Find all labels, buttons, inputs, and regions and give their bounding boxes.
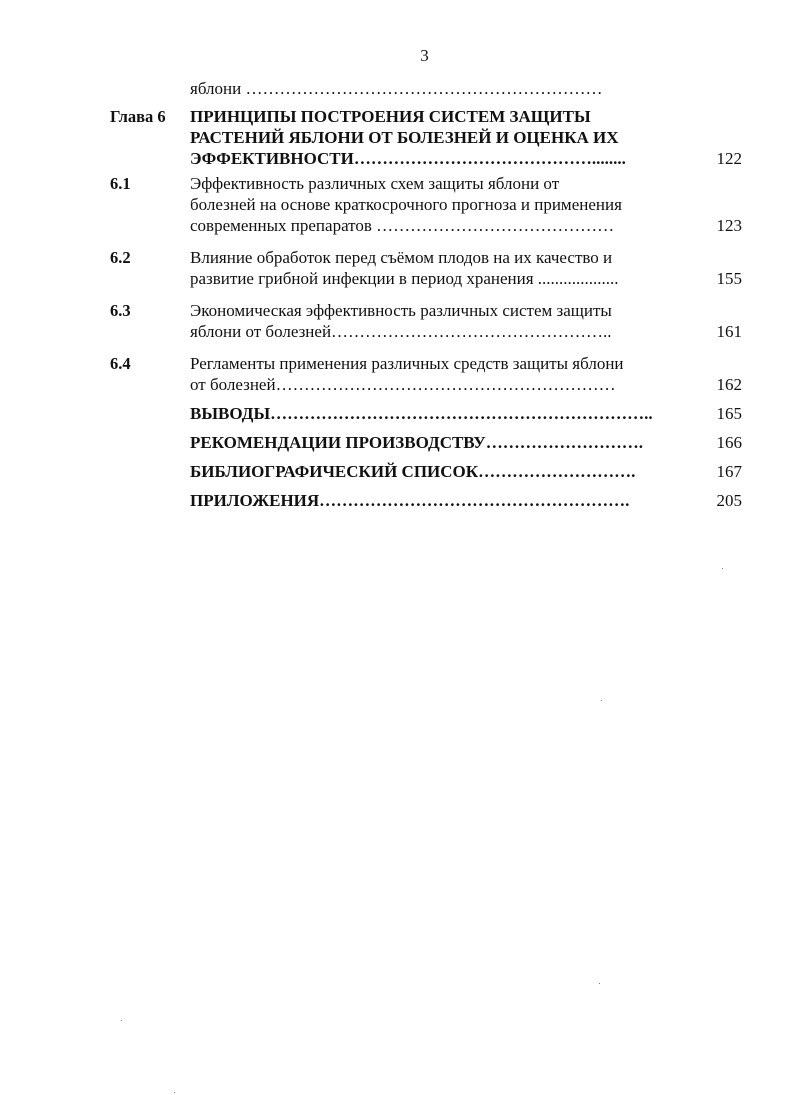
toc-entry-title	[190, 300, 672, 342]
toc-entry-6-2	[110, 247, 742, 289]
toc-entry-number: Глава 6	[110, 107, 166, 126]
toc-entry-appendices	[110, 490, 742, 511]
toc-entry-page: 167	[716, 462, 742, 481]
scan-speck	[599, 983, 600, 984]
toc-entry-page: 162	[716, 375, 742, 394]
toc-entry-bibliography	[110, 461, 742, 482]
toc-entry-page: 165	[716, 404, 742, 423]
scan-speck	[174, 1092, 175, 1093]
toc-entry-chapter-6	[110, 106, 742, 169]
scan-speck	[722, 568, 723, 569]
toc-entry-6-4	[110, 353, 742, 395]
toc-title-line: Эффективность различных схем защиты яблони от	[190, 174, 560, 193]
toc-entry-number: 6.4	[110, 354, 131, 373]
toc-entry-title	[190, 106, 672, 169]
toc-entry-page: 155	[716, 269, 742, 288]
toc-title-line: развитие грибной инфекции в период хранения ...................	[190, 269, 619, 288]
toc-entry-title: яблони ………………………………………………………	[190, 79, 603, 98]
toc-entry-page: 166	[716, 433, 742, 452]
toc-entry-6-3	[110, 300, 742, 342]
toc-entry-title: БИБЛИОГРАФИЧЕСКИЙ СПИСОК……………………….	[190, 462, 636, 481]
toc-entry-page: 161	[716, 322, 742, 341]
toc-entry-6-1	[110, 173, 742, 236]
toc-entry-number: 6.2	[110, 248, 131, 267]
table-of-contents	[110, 78, 742, 511]
toc-title-line: от болезней……………………………………………………	[190, 375, 616, 394]
toc-title-line: Регламенты применения различных средств защиты яблони	[190, 354, 624, 373]
scan-speck	[601, 700, 602, 701]
toc-entry-title: ВЫВОДЫ…………………………………………………………..	[190, 404, 653, 423]
toc-title-line: современных препаратов ……………………………………	[190, 216, 615, 235]
toc-entry-continuation	[110, 78, 742, 100]
toc-title-line: Влияние обработок перед съёмом плодов на их качество и	[190, 248, 613, 267]
toc-entry-title	[190, 353, 672, 395]
toc-entry-number: 6.1	[110, 174, 131, 193]
scan-speck	[121, 1020, 122, 1021]
toc-entry-title	[190, 173, 672, 236]
page-number: 3	[420, 46, 429, 65]
toc-entry-conclusions	[110, 403, 742, 424]
toc-entry-recommendations	[110, 432, 742, 453]
toc-title-line: ПРИНЦИПЫ ПОСТРОЕНИЯ СИСТЕМ ЗАЩИТЫ	[190, 107, 591, 126]
toc-title-line: РАСТЕНИЙ ЯБЛОНИ ОТ БОЛЕЗНЕЙ И ОЦЕНКА ИХ	[190, 128, 619, 147]
toc-entry-title	[190, 247, 672, 289]
toc-entry-title: ПРИЛОЖЕНИЯ……………………………………………….	[190, 491, 630, 510]
toc-entry-page: 205	[716, 491, 742, 510]
toc-entry-page: 122	[716, 149, 742, 168]
toc-title-line: Экономическая эффективность различных систем защиты	[190, 301, 612, 320]
toc-entry-page: 123	[716, 216, 742, 235]
toc-title-line: болезней на основе краткосрочного прогноза и применения	[190, 195, 622, 214]
toc-entry-title: РЕКОМЕНДАЦИИ ПРОИЗВОДСТВУ……………………….	[190, 433, 643, 452]
toc-title-line: яблони от болезней…………………………………………..	[190, 322, 612, 341]
toc-entry-number: 6.3	[110, 301, 131, 320]
toc-title-line: ЭФФЕКТИВНОСТИ……………………………………........	[190, 149, 626, 168]
